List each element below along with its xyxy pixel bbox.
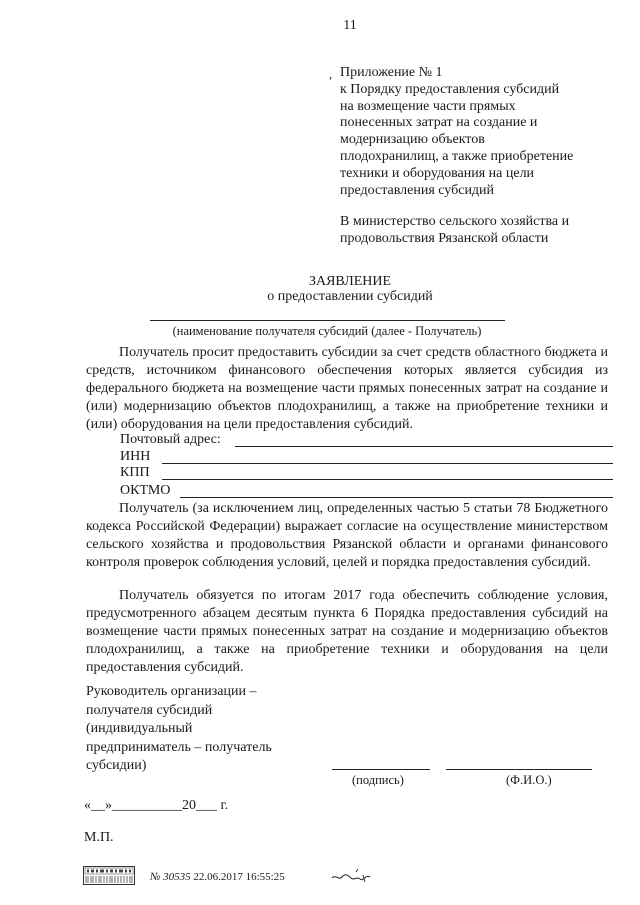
signer-line: получателя субсидий <box>86 702 213 718</box>
appendix-line: техники и оборудования на цели <box>340 165 535 181</box>
appendix-line: к Порядку предоставления субсидий <box>340 81 560 97</box>
consent-paragraph: Получатель (за исключением лиц, определенных частью 5 статьи 78 Бюджетного кодекса Российской Федерации) выражает согласие на осуществление министерством сельского хозяйства и продовольствия Рязанской области и органами финансового контроля проверок соблюдения условий, целей и порядка предоставления субсидий. <box>86 501 608 570</box>
signature-caption: (подпись) <box>352 773 404 787</box>
registration-footer <box>150 869 285 885</box>
handwritten-mark-icon <box>330 866 376 886</box>
document-subtitle: о предоставлении субсидий <box>267 289 433 304</box>
request-paragraph: Получатель просит предоставить субсидии за счет средств областного бюджета и средств, источником финансового обеспечения которых является субсидия из федерального бюджета на возмещение части прямых понесенных затрат на создание и (или) модернизацию объектов плодохранилищ, а также на приобретение техники и (или) оборудования на цели предоставления субсидий. <box>86 345 608 432</box>
obligation-paragraph: Получатель обязуется по итогам 2017 года обеспечить соблюдение условия, предусмотренного абзацем десятым пункта 6 Порядка предоставления субсидий на возмещение части прямых понесенных затрат на создание и модернизацию объектов плодохранилищ, а также на приобретение техники и оборудования на цели предоставления субсидий. <box>86 588 608 675</box>
kpp-label: КПП <box>120 465 150 480</box>
addressee-line: В министерство сельского хозяйства и <box>340 214 570 230</box>
recipient-name-caption: (наименование получателя субсидий (далее - Получатель) <box>172 324 482 338</box>
signer-block <box>86 683 272 776</box>
addressee-line: продовольствия Рязанской области <box>340 231 549 247</box>
signature-line[interactable] <box>332 769 430 770</box>
margin-mark: , <box>329 67 332 81</box>
fio-line[interactable] <box>446 769 592 770</box>
appendix-line: плодохранилищ, а также приобретение <box>340 148 574 164</box>
appendix-line: модернизацию объектов <box>340 132 485 148</box>
signer-line: Руководитель организации – <box>86 684 257 699</box>
appendix-line: понесенных затрат на создание и <box>340 115 538 131</box>
appendix-line: предоставления субсидий <box>340 182 495 198</box>
appendix-header <box>340 65 630 248</box>
appendix-line: на возмещение части прямых <box>340 98 516 114</box>
oktmo-line[interactable] <box>180 497 613 498</box>
kpp-line[interactable] <box>162 479 613 480</box>
page-number: 11 <box>343 18 357 33</box>
fio-caption: (Ф.И.О.) <box>506 773 552 787</box>
postal-address-label: Почтовый адрес: <box>120 432 221 447</box>
inn-line[interactable] <box>162 463 613 464</box>
signer-line: предприниматель – получатель <box>86 739 272 755</box>
seal-place-label: М.П. <box>84 830 114 845</box>
registry-stamp-icon <box>83 866 135 885</box>
date-line[interactable]: «__»__________20___ г. <box>84 798 229 813</box>
registration-timestamp: 22.06.2017 16:55:25 <box>193 871 285 883</box>
postal-address-line[interactable] <box>235 446 613 447</box>
signer-line: (индивидуальный <box>86 721 193 736</box>
document-title: ЗАЯВЛЕНИЕ <box>308 274 392 289</box>
registration-number: № 30535 <box>150 871 191 883</box>
oktmo-label: ОКТМО <box>120 483 171 498</box>
recipient-name-line[interactable] <box>150 320 505 321</box>
appendix-line: Приложение № 1 <box>340 65 443 80</box>
inn-label: ИНН <box>120 449 151 464</box>
signer-line: субсидии) <box>86 758 147 773</box>
